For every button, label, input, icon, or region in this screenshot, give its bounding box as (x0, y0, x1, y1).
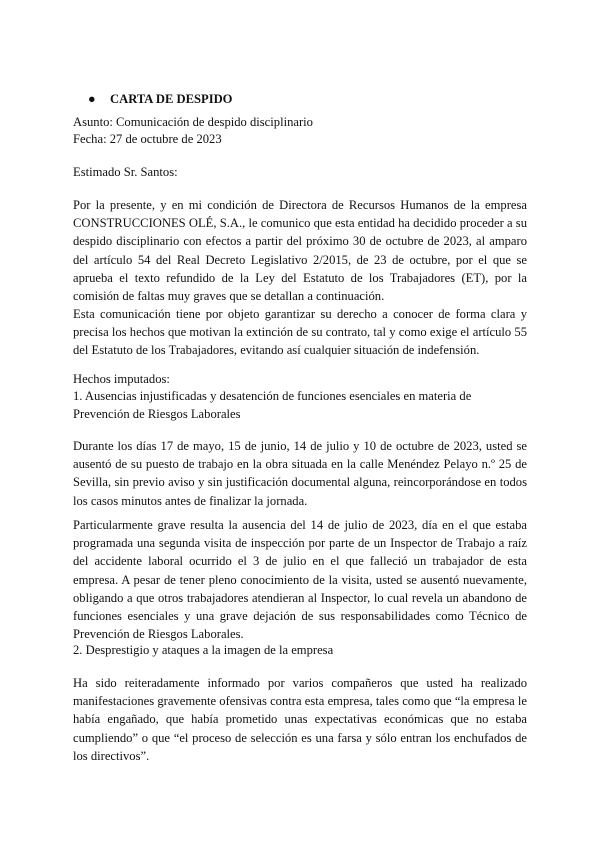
subject-line: Asunto: Comunicación de despido disciplinario (73, 115, 313, 129)
title-text: CARTA DE DESPIDO (110, 92, 233, 106)
bullet-icon: ● (88, 92, 96, 106)
fact-2-heading: 2. Desprestigio y ataques a la imagen de la empresa (73, 643, 334, 657)
date-line: Fecha: 27 de octubre de 2023 (73, 132, 222, 146)
greeting: Estimado Sr. Santos: (73, 165, 178, 179)
paragraph-purpose: Esta comunicación tiene por objeto garantizar su derecho a conocer de forma clara y precisa los hechos que motivan la extinción de su contrato, tal y como exige el artículo 55 del Estatuto de los Trabajadores, evitando así cualquier situación de indefensión. (73, 307, 527, 358)
fact-1-heading: 1. Ausencias injustificadas y desatención de funciones esenciales en materia de Prevención de Riesgos Laborales (73, 389, 472, 422)
document-title (88, 92, 232, 107)
paragraph-intro: Por la presente, y en mi condición de Directora de Recursos Humanos de la empresa CONSTRUCCIONES OLÉ, S.A., le comunico que esta entidad ha decidido proceder a su despido disciplinario con efectos a partir del próximo 30 de octubre de 2023, al amparo del artículo 54 del Real Decreto Legislativo 2/2015, de 23 de octubre, por el que se aprueba el texto refundido de la Ley del Estatuto de los Trabajadores (ET), por la comisión de faltas muy graves que se detallan a continuación. (73, 198, 527, 304)
paragraph-statements: Ha sido reiteradamente informado por varios compañeros que usted ha realizado manifestaciones gravemente ofensivas contra esta empresa, tales como que “la empresa le había engañado, que había prometido unas expectativas económicas que no estaba cumpliendo” o que “el proceso de selección es una farsa y sólo entran los enchufados de los directivos”. (73, 676, 527, 763)
paragraph-absences: Durante los días 17 de mayo, 15 de junio, 14 de julio y 10 de octubre de 2023, usted se ausentó de su puesto de trabajo en la obra situada en la calle Menéndez Pelayo n.º 25 de Sevilla, sin previo aviso y sin justificación documental alguna, reincorporándose en todos los casos minutos antes de finalizar la jornada. (73, 439, 527, 508)
paragraph-inspection: Particularmente grave resulta la ausencia del 14 de julio de 2023, día en el que estaba programada una segunda visita de inspección por parte de un Inspector de Trabajo a raíz del accidente laboral ocurrido el 3 de julio en el que falleció un trabajador de esta empresa. A pesar de tener pleno conocimiento de la visita, usted se ausentó nuevamente, obligando a que otros trabajadores atendieran al Inspector, lo cual revela un abandono de funciones esenciales y una grave dejación de sus responsabilidades como Técnico de Prevención de Riesgos Laborales. (73, 518, 527, 642)
facts-heading: Hechos imputados: (73, 372, 170, 386)
